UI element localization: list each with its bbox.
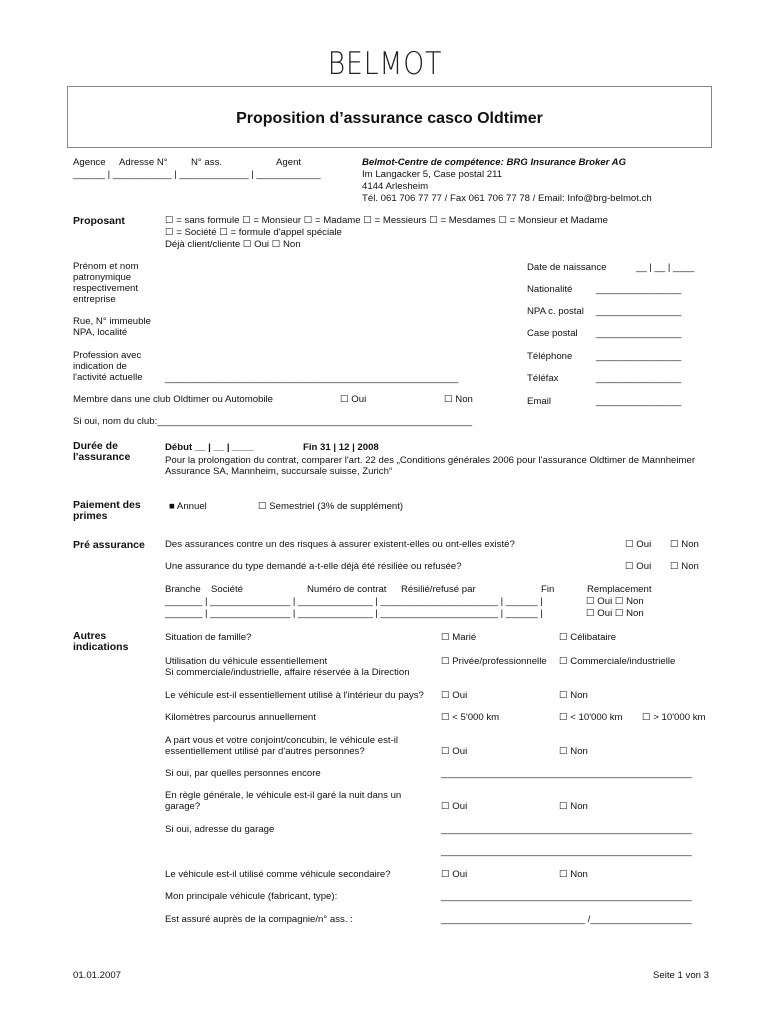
proposant-client[interactable]: Déjà client/cliente ☐ Oui ☐ Non [165,239,301,250]
pre-q1: Des assurances contre un des risques à assurer existent-elles ou ont-elles existé? [165,539,515,550]
quelles-field[interactable]: _______________________________________________ [441,768,692,779]
telefax-label: Téléfax [527,373,559,384]
rue-label: Rue, N° immeuble NPA, localité [73,316,151,338]
secondaire-oui[interactable]: ☐ Oui [441,869,468,880]
duree-label: Durée de l'assurance [73,440,131,463]
membre-label: Membre dans une club Oldtimer ou Automobile [73,394,273,405]
privee-checkbox[interactable]: ☐ Privée/professionnelle [441,656,547,667]
col-societe: Société [211,584,243,595]
debut-field[interactable]: Début __ | __ | ____ [165,442,254,453]
pre-assurance-label: Pré assurance [73,539,145,551]
adresse-label: Adresse N° [119,157,168,168]
company-name: Belmot-Centre de compétence: BRG Insurance Broker AG [362,157,627,168]
pre-q2-oui[interactable]: ☐ Oui [625,561,652,572]
agency-fields[interactable]: ______ | ___________ | _____________ | ____________ [73,169,321,180]
date-naissance-field[interactable]: __ | __ | ____ [636,262,695,273]
marie-checkbox[interactable]: ☐ Marié [441,632,477,643]
km-label: Kilomètres parcourus annuellement [165,712,316,723]
semestriel-checkbox[interactable]: ☐ Semestriel (3% de supplément) [258,501,404,512]
principal-label: Mon principale véhicule (fabricant, type): [165,891,338,902]
nass-label: N° ass. [191,157,223,168]
garage-oui[interactable]: ☐ Oui [441,801,468,812]
page-title: Proposition d’assurance casco Oldtimer [236,110,543,127]
fin-field: Fin 31 | 12 | 2008 [303,442,379,453]
situation-label: Situation de famille? [165,632,252,643]
col-numero: Numéro de contrat [307,584,387,595]
npa-postal-field[interactable]: ________________ [596,306,682,317]
autres-label: Autres indications [73,630,129,653]
company-street: Im Langacker 5, Case postal 211 [362,169,503,180]
title-box [67,86,712,148]
email-field[interactable]: ________________ [596,396,682,407]
pre-q2-non[interactable]: ☐ Non [670,561,699,572]
club-field[interactable]: Si oui, nom du club:___________________________________________________________ [73,416,473,427]
garage-non[interactable]: ☐ Non [559,801,588,812]
assure-field[interactable]: ___________________________ /___________________ [441,914,692,925]
col-remplacement: Remplacement [587,584,652,595]
quelles-label: Si oui, par quelles personnes encore [165,768,321,779]
commerciale-checkbox[interactable]: ☐ Commerciale/industrielle [559,656,676,667]
interieur-non[interactable]: ☐ Non [559,690,588,701]
utilisation-note: Si commerciale/industrielle, affaire réservée à la Direction [165,667,410,678]
conjoint-oui[interactable]: ☐ Oui [441,746,468,757]
profession-label: Profession avec indication de l'activité actuelle [73,350,143,383]
conjoint-non[interactable]: ☐ Non [559,746,588,757]
km-10000[interactable]: ☐ < 10'000 km [559,712,623,723]
garage-adresse-label: Si oui, adresse du garage [165,824,275,835]
email-label: Email [527,396,551,407]
agence-label: Agence [73,157,106,168]
proposant-options-2[interactable]: ☐ = Société ☐ = formule d'appel spéciale [165,227,342,238]
interieur-oui[interactable]: ☐ Oui [441,690,468,701]
proposant-label: Proposant [73,215,125,227]
pre-q1-oui[interactable]: ☐ Oui [625,539,652,550]
conjoint-label: A part vous et votre conjoint/concubin, le véhicule est-il essentiellement utilisé par d'autres personnes? [165,735,399,757]
duree-text: Pour la prolongation du contrat, comparer l'art. 22 des „Conditions générales 2006 pour l'assurance Oldtimer de Mannheimer Assurance SA, Mannheim, succursale suisse, Zurich“ [165,455,696,477]
utilisation-label: Utilisation du véhicule essentiellement [165,656,328,667]
telephone-label: Téléphone [527,351,573,362]
date-naissance-label: Date de naissance [527,262,607,273]
km-over-10000[interactable]: ☐ > 10'000 km [642,712,706,723]
secondaire-label: Le véhicule est-il utilisé comme véhicule secondaire? [165,869,391,880]
col-branche: Branche [165,584,201,595]
garage-adresse-field-2[interactable]: _______________________________________________ [441,846,692,857]
membre-non-checkbox[interactable]: ☐ Non [444,394,473,405]
pre-row-2[interactable]: _______ | _______________ | ______________ | ______________________ | ______ | [165,608,543,619]
principal-field[interactable]: _______________________________________________ [441,891,692,902]
garage-adresse-field-1[interactable]: _______________________________________________ [441,824,692,835]
company-logo: BELMOT [327,46,443,82]
assure-label: Est assuré auprès de la compagnie/n° ass. : [165,914,353,925]
company-city: 4144 Arlesheim [362,181,429,192]
nationalite-field[interactable]: ________________ [596,284,682,295]
nationalite-label: Nationalité [527,284,573,295]
footer-date: 01.01.2007 [73,970,122,981]
pre-row-1[interactable]: _______ | _______________ | ______________ | ______________________ | ______ | [165,596,543,607]
col-fin: Fin [541,584,555,595]
footer-page: Seite 1 von 3 [653,970,710,981]
annuel-checkbox[interactable]: ■ Annuel [169,501,207,512]
profession-line[interactable]: _______________________________________________________ [165,373,459,384]
pre-q2: Une assurance du type demandé a-t-elle déjà été résiliée ou refusée? [165,561,462,572]
pre-q1-non[interactable]: ☐ Non [670,539,699,550]
col-resilie: Résilié/refusé par [401,584,476,595]
agent-label: Agent [276,157,302,168]
telefax-field[interactable]: ________________ [596,373,682,384]
pre-row-2-choice[interactable]: ☐ Oui ☐ Non [586,608,644,619]
pre-row-1-choice[interactable]: ☐ Oui ☐ Non [586,596,644,607]
company-contact: Tél. 061 706 77 77 / Fax 061 706 77 78 / Email: Info@brg-belmot.ch [362,193,652,204]
secondaire-non[interactable]: ☐ Non [559,869,588,880]
telephone-field[interactable]: ________________ [596,351,682,362]
npa-postal-label: NPA c. postal [527,306,584,317]
garage-label: En règle générale, le véhicule est-il garé la nuit dans un garage? [165,790,402,812]
interieur-label: Le véhicule est-il essentiellement utilisé à l'intérieur du pays? [165,690,424,701]
proposant-options-1[interactable]: ☐ = sans formule ☐ = Monsieur ☐ = Madame ☐ = Messieurs ☐ = Mesdames ☐ = Monsieur et Madame [165,215,608,226]
prenom-label: Prénom et nom patronymique respectivement entreprise [73,261,139,305]
case-postal-label: Case postal [527,328,578,339]
km-5000[interactable]: ☐ < 5'000 km [441,712,500,723]
paiement-label: Paiement des primes [73,499,141,522]
celibataire-checkbox[interactable]: ☐ Célibataire [559,632,617,643]
case-postal-field[interactable]: ________________ [596,328,682,339]
membre-oui-checkbox[interactable]: ☐ Oui [340,394,367,405]
